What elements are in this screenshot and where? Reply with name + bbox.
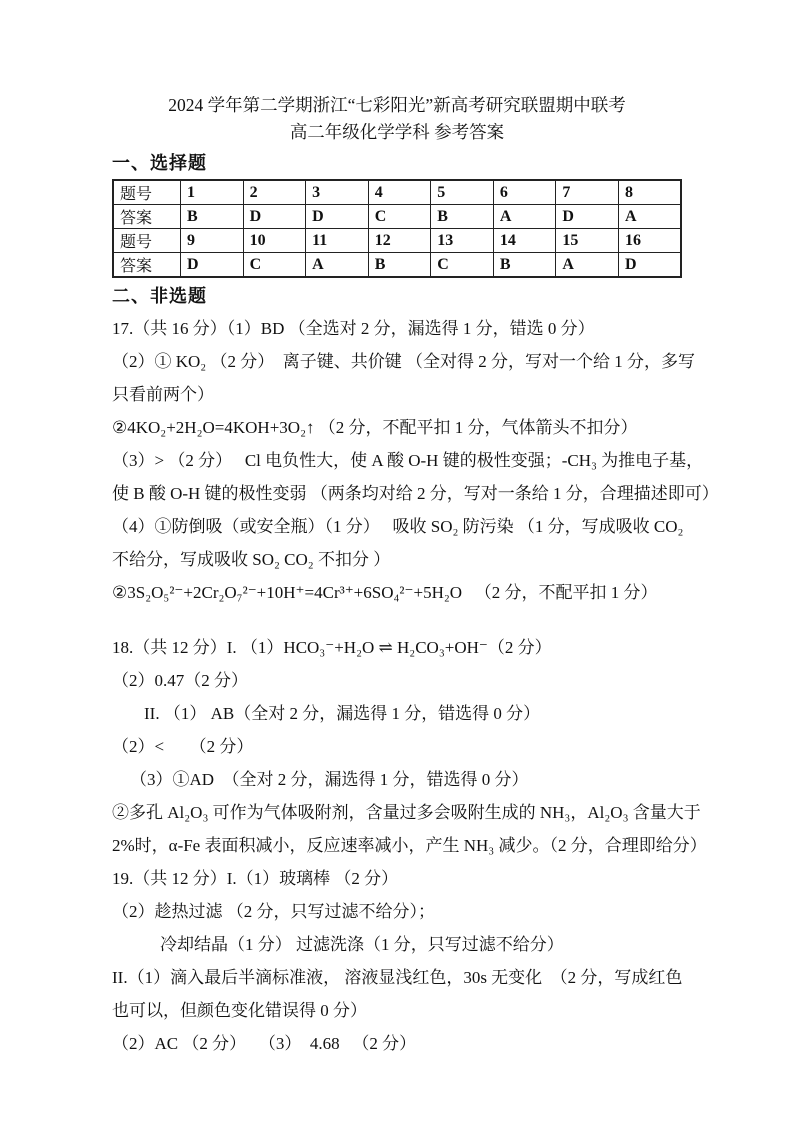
question-19-answers <box>112 862 682 1060</box>
answer-cell: C <box>243 253 306 278</box>
question-number-cell: 13 <box>431 229 494 253</box>
q17-line: 只看前两个） <box>112 385 214 404</box>
answer-cell: A <box>618 205 681 229</box>
q17-line: 不给分，写成吸收 SO₂ CO₂ 不扣分 ） <box>112 550 391 569</box>
answer-cell: B <box>493 253 556 278</box>
question-number-cell: 2 <box>243 180 306 205</box>
answer-cell: D <box>618 253 681 278</box>
answer-cell: C <box>368 205 431 229</box>
question-number-cell: 12 <box>368 229 431 253</box>
answer-cell: A <box>493 205 556 229</box>
q19-line: 冷却结晶（1 分） 过滤洗涤（1 分，只写过滤不给分） <box>160 935 564 954</box>
exam-title: 2024 学年第二学期浙江“七彩阳光”新高考研究联盟期中联考 <box>168 95 626 115</box>
answer-cell: D <box>181 253 244 278</box>
choice-answer-table <box>112 179 682 278</box>
q17-line: （3）> （2 分） Cl 电负性大，使 A 酸 O-H 键的极性变强；-CH₃ 为推电子基， <box>112 451 704 470</box>
answer-cell: D <box>243 205 306 229</box>
row-header: 题号 <box>113 229 181 253</box>
q19-line: （2）AC （2 分） （3） 4.68 （2 分） <box>112 1034 417 1053</box>
answer-cell: D <box>306 205 369 229</box>
table-row-qnum-1 <box>113 180 681 205</box>
row-header: 答案 <box>113 253 181 278</box>
q18-line: 2%时，α-Fe 表面积减小，反应速率减小，产生 NH₃ 减少。（2 分，合理即给分） <box>112 836 707 855</box>
table-row-answers-2 <box>113 253 681 278</box>
q19-line: 也可以，但颜色变化错误得 0 分） <box>112 1001 367 1020</box>
row-header: 题号 <box>113 180 181 205</box>
question-number-cell: 14 <box>493 229 556 253</box>
q18-line: ②多孔 Al₂O₃ 可作为气体吸附剂，含量过多会吸附生成的 NH₃，Al₂O₃ 含量大于 <box>112 803 701 822</box>
q17-line: 使 B 酸 O-H 键的极性变弱 （两条均对给 2 分，写对一条给 1 分，合理描述即可） <box>112 484 719 503</box>
question-number-cell: 10 <box>243 229 306 253</box>
question-number-cell: 16 <box>618 229 681 253</box>
question-number-cell: 1 <box>181 180 244 205</box>
section-free-heading: 二、非选题 <box>112 286 207 306</box>
q17-line: ②3S₂O₅²⁻+2Cr₂O₇²⁻+10H⁺=4Cr³⁺+6SO₄²⁻+5H₂O （2 分，不配平扣 1 分） <box>112 583 658 602</box>
answer-cell: B <box>181 205 244 229</box>
answer-cell: B <box>431 205 494 229</box>
q18-line: （2）< （2 分） <box>112 737 254 756</box>
q19-line: （2）趁热过滤 （2 分，只写过滤不给分）； <box>112 902 435 921</box>
question-number-cell: 15 <box>556 229 619 253</box>
table-row-answers-1 <box>113 205 681 229</box>
q18-line: 18.（共 12 分）I. （1）HCO₃⁻+H₂O ⇌ H₂CO₃+OH⁻（2 分） <box>112 638 552 657</box>
q19-line: 19.（共 12 分）I.（1）玻璃棒 （2 分） <box>112 869 399 888</box>
q18-line: II. （1） AB（全对 2 分，漏选得 1 分，错选得 0 分） <box>144 704 541 723</box>
q17-line: （2）① KO₂ （2 分） 离子键、共价键 （全对得 2 分，写对一个给 1 分，多写 <box>112 352 695 371</box>
question-18-answers <box>112 631 707 862</box>
question-17-answers <box>112 312 719 609</box>
question-number-cell: 3 <box>306 180 369 205</box>
exam-subtitle: 高二年级化学学科 参考答案 <box>289 122 505 142</box>
question-number-cell: 4 <box>368 180 431 205</box>
answer-cell: B <box>368 253 431 278</box>
q18-line: （2）0.47（2 分） <box>112 671 248 690</box>
answer-cell: A <box>306 253 369 278</box>
question-number-cell: 8 <box>618 180 681 205</box>
free-response-section <box>112 284 719 1060</box>
table-row-qnum-2 <box>113 229 681 253</box>
question-number-cell: 7 <box>556 180 619 205</box>
question-number-cell: 5 <box>431 180 494 205</box>
section-choice-heading: 一、选择题 <box>112 153 207 173</box>
question-number-cell: 9 <box>181 229 244 253</box>
answer-cell: D <box>556 205 619 229</box>
q19-line: II.（1）滴入最后半滴标准液， 溶液显浅红色，30s 无变化 （2 分，写成红色 <box>112 968 683 987</box>
question-number-cell: 6 <box>493 180 556 205</box>
answer-cell: A <box>556 253 619 278</box>
q17-line: （4）①防倒吸（或安全瓶）（1 分） 吸收 SO₂ 防污染 （1 分，写成吸收 CO₂ <box>112 517 684 536</box>
q17-line: ②4KO₂+2H₂O=4KOH+3O₂↑ （2 分，不配平扣 1 分，气体箭头不扣分） <box>112 418 638 437</box>
row-header: 答案 <box>113 205 181 229</box>
answer-cell: C <box>431 253 494 278</box>
q18-line: （3）①AD （全对 2 分，漏选得 1 分，错选得 0 分） <box>130 770 529 789</box>
question-number-cell: 11 <box>306 229 369 253</box>
q17-line: 17.（共 16 分）（1）BD （全选对 2 分，漏选得 1 分，错选 0 分） <box>112 319 595 338</box>
